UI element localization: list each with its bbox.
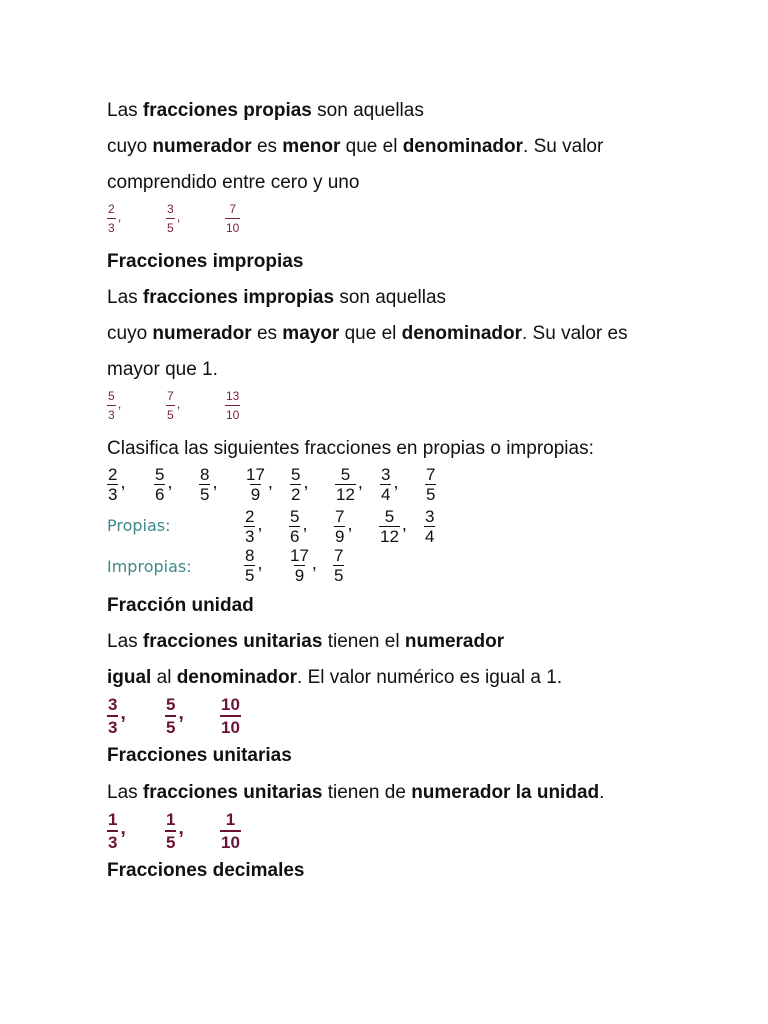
fraction-denominator: 2 xyxy=(291,485,301,504)
fraction-denominator: 3 xyxy=(245,527,255,546)
fraction-separator: , xyxy=(257,514,263,534)
fraction-numerator: 2 xyxy=(108,465,118,484)
fraction-numerator: 7 xyxy=(334,546,344,565)
fraction-separator: , xyxy=(257,553,263,573)
fraction-stack xyxy=(220,811,241,851)
fraction-stack xyxy=(244,508,255,545)
fraction-numerator: 1 xyxy=(225,810,236,829)
fraction-separator: , xyxy=(176,396,181,411)
fraction-separator: , xyxy=(120,818,126,839)
unitarias-heading: Fracciones unitarias xyxy=(107,745,292,766)
fraction-numerator: 5 xyxy=(290,507,300,526)
fraction xyxy=(380,466,398,503)
fraction xyxy=(225,203,240,234)
fraction-stack xyxy=(335,466,356,503)
fraction xyxy=(107,696,126,736)
fraction xyxy=(107,203,121,234)
fraction xyxy=(289,508,307,545)
fraction-stack xyxy=(107,466,118,503)
fraction xyxy=(107,811,126,851)
fraction-denominator: 5 xyxy=(165,715,176,736)
fraction-stack xyxy=(333,547,344,584)
fraction xyxy=(166,390,180,421)
fraction-denominator: 5 xyxy=(245,566,255,585)
fraction xyxy=(166,203,180,234)
fraction-denominator: 5 xyxy=(165,830,176,851)
fraction xyxy=(424,508,435,545)
fraction-separator: , xyxy=(176,209,181,224)
fraction-stack xyxy=(199,466,210,503)
fraction-numerator: 7 xyxy=(229,202,237,216)
fraction-denominator: 6 xyxy=(155,485,165,504)
fraction-separator: , xyxy=(212,472,218,492)
fraction-denominator: 9 xyxy=(335,527,345,546)
fraction-numerator: 2 xyxy=(108,202,115,216)
fraction-numerator: 2 xyxy=(245,507,255,526)
fraction xyxy=(225,390,240,421)
fraction xyxy=(335,466,363,503)
fraction-separator: , xyxy=(357,472,363,492)
fraction-separator: , xyxy=(167,472,173,492)
fraction xyxy=(107,466,125,503)
impropias-heading: Fracciones impropias xyxy=(107,251,304,272)
fraction-separator: , xyxy=(178,818,184,839)
fraction-denominator: 12 xyxy=(380,527,399,546)
fraction-stack xyxy=(107,696,118,736)
fraction xyxy=(334,508,352,545)
unidad-definition-line-2: igual al denominador. El valor numérico es igual a 1. xyxy=(107,667,563,688)
fraction-numerator: 10 xyxy=(221,695,240,714)
exercise-prompt: Clasifica las siguientes fracciones en propias o impropias: xyxy=(107,438,594,459)
unidad-definition-line-1: Las fracciones unitarias tienen el numerador xyxy=(107,631,505,652)
fraction-stack xyxy=(225,203,240,234)
decimales-heading: Fracciones decimales xyxy=(107,860,305,881)
fraction-denominator: 6 xyxy=(290,527,300,546)
fraction-separator: , xyxy=(178,703,184,724)
fraction xyxy=(165,811,184,851)
fraction-stack xyxy=(166,203,175,234)
fraction xyxy=(154,466,172,503)
unidad-heading: Fracción unidad xyxy=(107,595,254,616)
impropias-definition-line-2: cuyo numerador es mayor que el denominador. Su valor es xyxy=(107,323,628,344)
fraction xyxy=(165,696,184,736)
fraction-stack xyxy=(289,547,310,584)
fraction xyxy=(199,466,217,503)
fraction-numerator: 7 xyxy=(426,465,436,484)
fraction-numerator: 5 xyxy=(384,507,395,526)
fraction-denominator: 3 xyxy=(107,830,118,851)
impropias-label: Impropias: xyxy=(107,557,192,576)
fraction-separator: , xyxy=(120,703,126,724)
fraction-stack xyxy=(425,466,436,503)
fraction xyxy=(290,466,308,503)
fraction-numerator: 7 xyxy=(335,507,345,526)
fraction-denominator: 3 xyxy=(107,715,118,736)
fraction-denominator: 9 xyxy=(250,485,261,504)
fraction-numerator: 3 xyxy=(425,507,435,526)
fraction-denominator: 5 xyxy=(200,485,210,504)
impropias-definition-line-3: mayor que 1. xyxy=(107,359,218,380)
fraction xyxy=(244,547,262,584)
fraction-numerator: 8 xyxy=(245,546,255,565)
fraction-separator: , xyxy=(117,209,122,224)
fraction-numerator: 5 xyxy=(340,465,351,484)
fraction-numerator: 17 xyxy=(290,546,309,565)
fraction-numerator: 3 xyxy=(108,695,118,714)
fraction-stack xyxy=(165,811,176,851)
fraction-numerator: 3 xyxy=(167,202,174,216)
fraction-denominator: 5 xyxy=(334,566,344,585)
fraction-separator: , xyxy=(267,472,273,492)
fraction-numerator: 8 xyxy=(200,465,210,484)
fraction xyxy=(107,390,121,421)
propias-definition-line-3: comprendido entre cero y uno xyxy=(107,172,360,193)
fraction-separator: , xyxy=(302,514,308,534)
fraction xyxy=(244,508,262,545)
fraction xyxy=(220,696,241,736)
fraction-stack xyxy=(107,390,116,421)
fraction-stack xyxy=(424,508,435,545)
unitarias-definition-line-1: Las fracciones unitarias tienen de numerador la unidad. xyxy=(107,782,605,803)
fraction-stack xyxy=(380,466,391,503)
fraction-stack xyxy=(244,547,255,584)
fraction-stack xyxy=(107,203,116,234)
fraction-stack xyxy=(334,508,345,545)
fraction-denominator: 4 xyxy=(425,527,435,546)
fraction-stack xyxy=(379,508,400,545)
fraction xyxy=(333,547,344,584)
fraction-stack xyxy=(166,390,175,421)
fraction-stack xyxy=(154,466,165,503)
fraction-numerator: 5 xyxy=(155,465,165,484)
fraction-denominator: 3 xyxy=(107,218,116,234)
propias-label: Propias: xyxy=(107,516,171,535)
fraction-separator: , xyxy=(401,514,407,534)
propias-definition-line-1: Las fracciones propias son aquellas xyxy=(107,100,424,121)
fraction-numerator: 5 xyxy=(108,389,115,403)
fraction-separator: , xyxy=(393,472,399,492)
propias-definition-line-2: cuyo numerador es menor que el denominador. Su valor xyxy=(107,136,604,157)
fraction-denominator: 10 xyxy=(220,830,241,851)
fraction xyxy=(245,466,273,503)
fraction xyxy=(379,508,407,545)
fraction-numerator: 7 xyxy=(167,389,174,403)
fraction xyxy=(289,547,317,584)
fraction-stack xyxy=(107,811,118,851)
fraction-denominator: 10 xyxy=(225,218,240,234)
fraction-numerator: 17 xyxy=(246,465,265,484)
fraction-stack xyxy=(165,696,176,736)
fraction-denominator: 10 xyxy=(220,715,241,736)
fraction-denominator: 5 xyxy=(426,485,436,504)
fraction-denominator: 12 xyxy=(336,485,355,504)
fraction xyxy=(425,466,436,503)
fraction-stack xyxy=(245,466,266,503)
fraction-denominator: 4 xyxy=(381,485,391,504)
fraction-denominator: 5 xyxy=(166,405,175,421)
fraction-denominator: 10 xyxy=(225,405,240,421)
fraction-denominator: 9 xyxy=(294,566,305,585)
fraction-stack xyxy=(220,696,241,736)
fraction-denominator: 3 xyxy=(107,405,116,421)
fraction-denominator: 3 xyxy=(108,485,118,504)
fraction-numerator: 5 xyxy=(166,695,176,714)
fraction-separator: , xyxy=(311,553,317,573)
fraction-numerator: 1 xyxy=(108,810,118,829)
fraction-numerator: 13 xyxy=(226,389,240,403)
fraction-numerator: 3 xyxy=(381,465,391,484)
fraction-separator: , xyxy=(117,396,122,411)
fraction-separator: , xyxy=(347,514,353,534)
fraction-separator: , xyxy=(303,472,309,492)
fraction xyxy=(220,811,241,851)
fraction-stack xyxy=(289,508,300,545)
fraction-stack xyxy=(225,390,240,421)
fraction-stack xyxy=(290,466,301,503)
fraction-numerator: 5 xyxy=(291,465,301,484)
fraction-denominator: 5 xyxy=(166,218,175,234)
impropias-definition-line-1: Las fracciones impropias son aquellas xyxy=(107,287,447,308)
fraction-separator: , xyxy=(120,472,126,492)
fraction-numerator: 1 xyxy=(166,810,176,829)
